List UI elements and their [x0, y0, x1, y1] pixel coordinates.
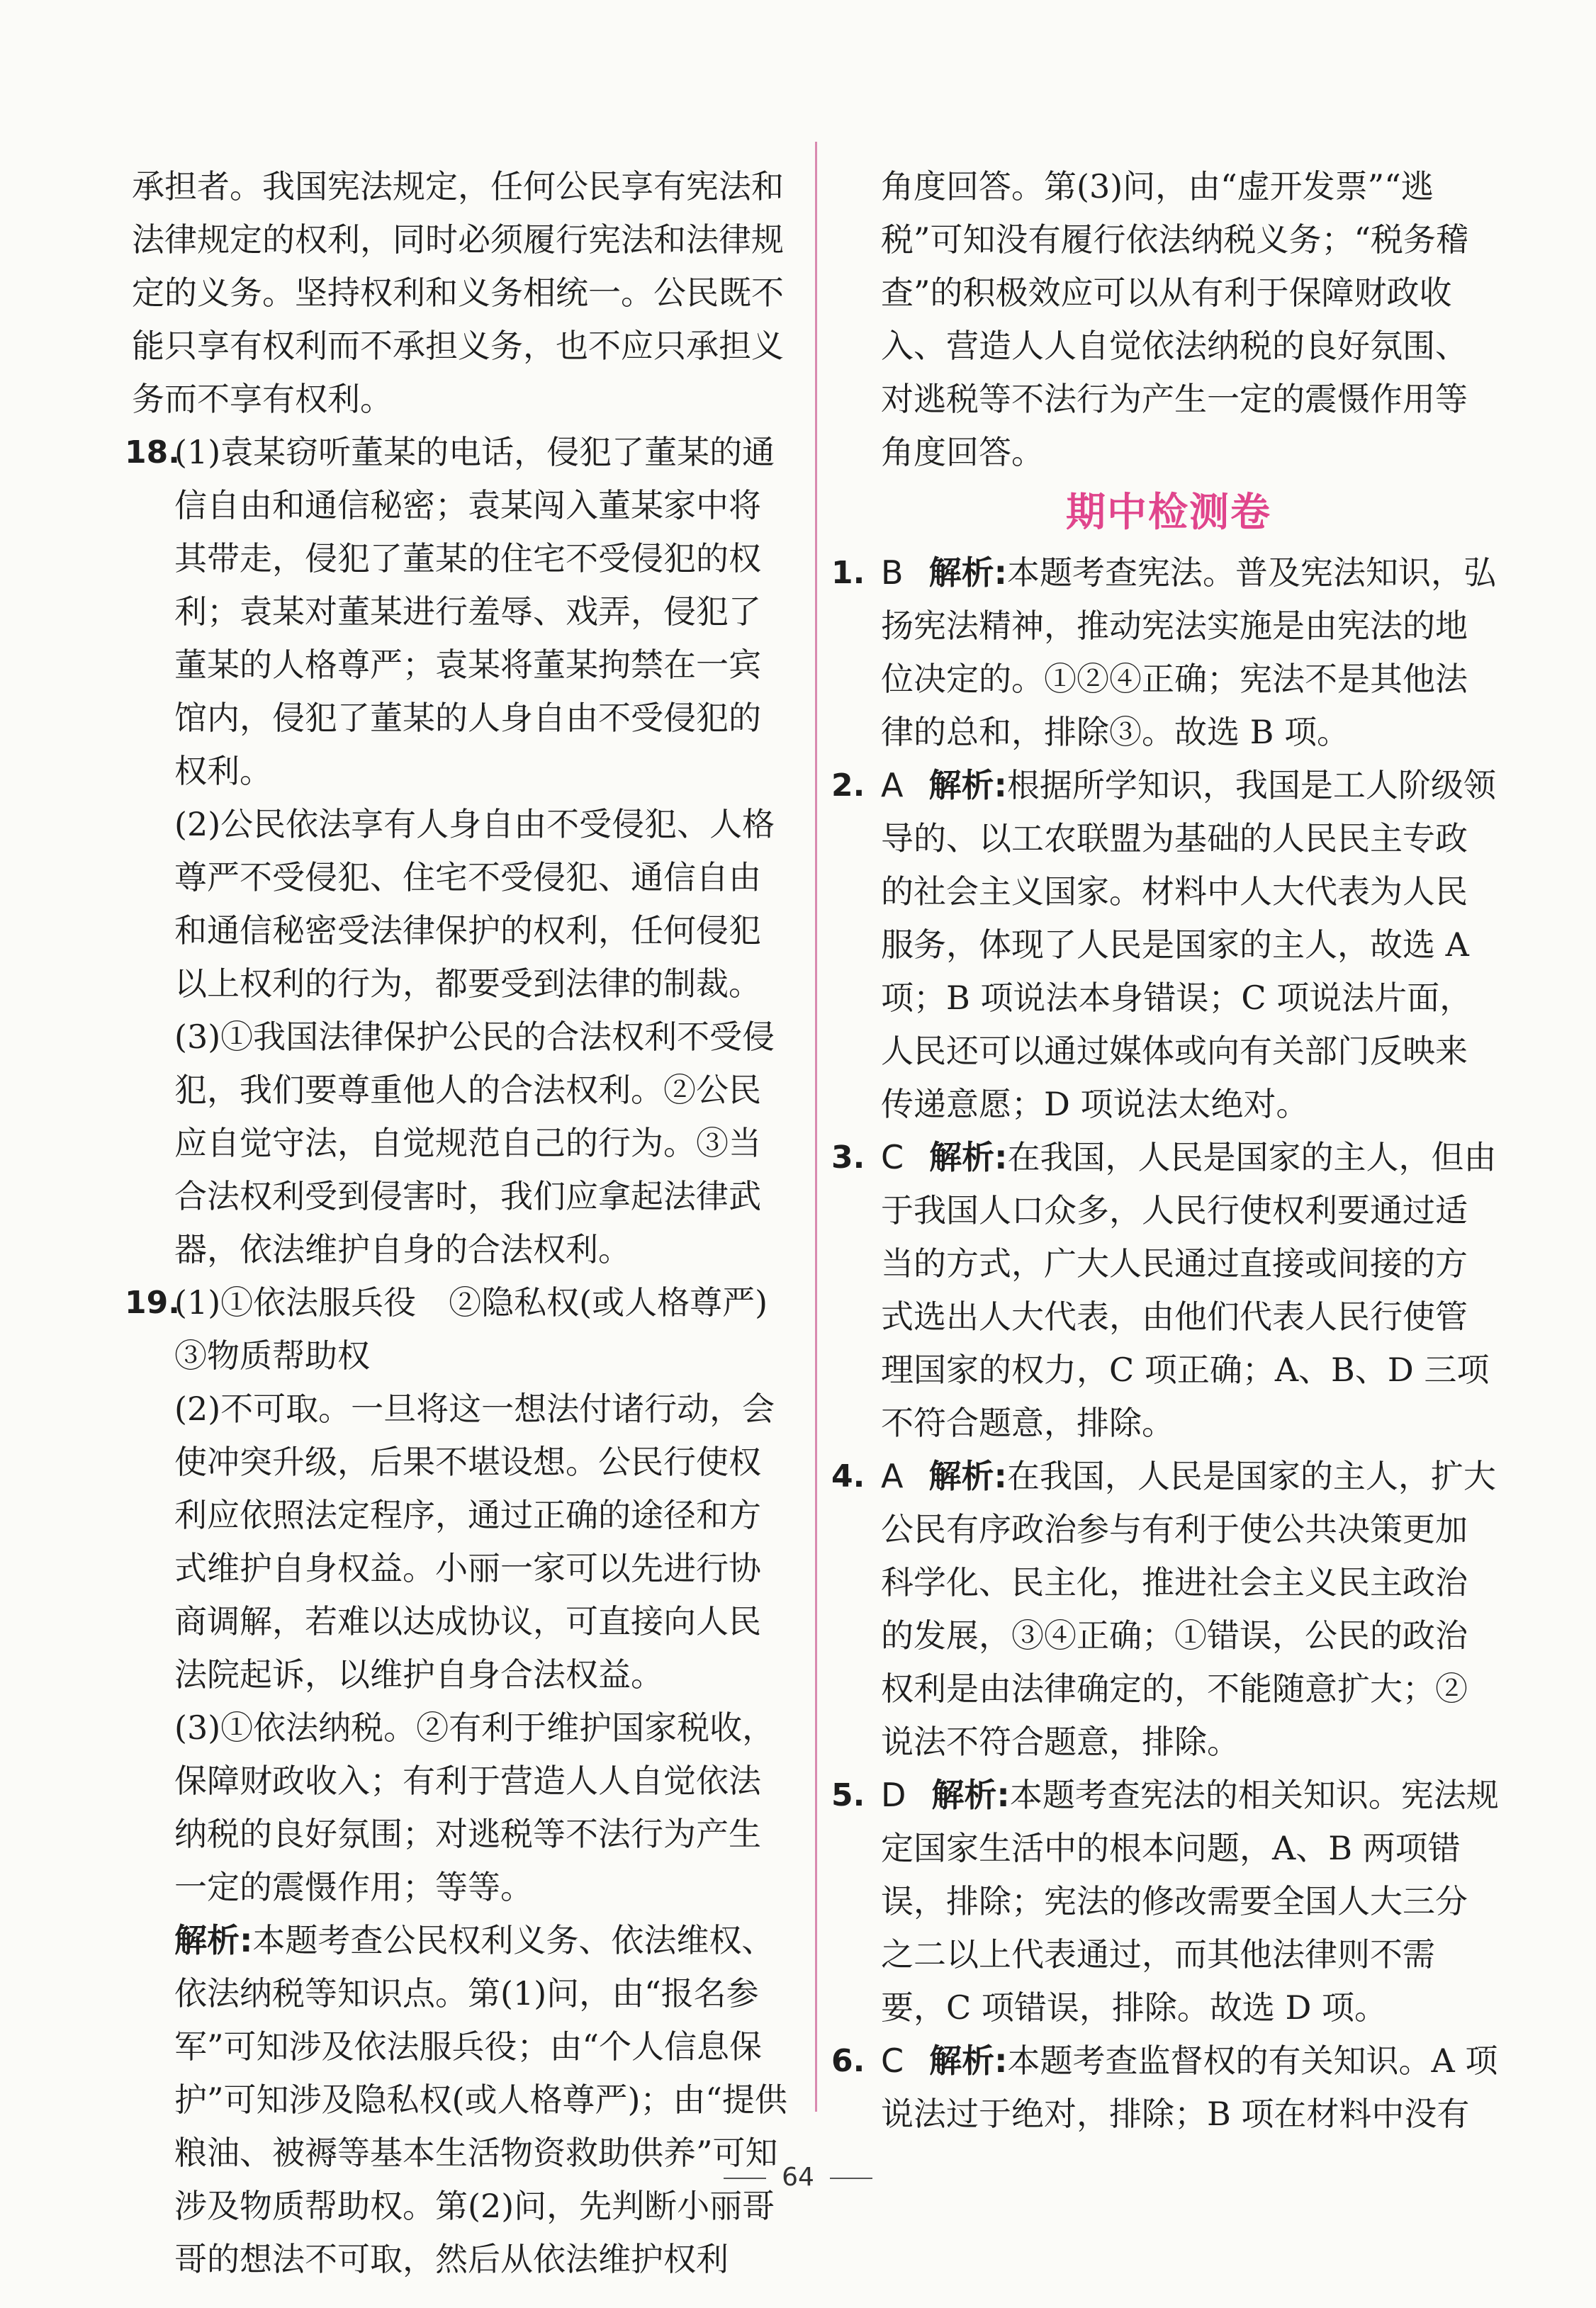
answer-paragraph: (3)①依法纳税。②有利于维护国家税收，保障财政收入；有利于营造人人自觉依法纳税的良好氛围；对逃税等不法行为产生一定的震慑作用；等等。	[174, 1709, 775, 1906]
analysis-label: 解析:	[931, 1776, 1010, 1814]
answer-item	[831, 2034, 1499, 2141]
analysis-label: 解析:	[174, 1921, 253, 1959]
item-number: 1.	[831, 555, 865, 591]
analysis-label: 解析:	[929, 2042, 1008, 2080]
analysis-text: 本题考查监督权的有关知识。A 项说法过于绝对，排除；B 项在材料中没有	[881, 2042, 1498, 2133]
choice-answer: A	[881, 1457, 904, 1495]
choice-answer: A	[881, 766, 904, 804]
answer-paragraph: (2)公民依法享有人身自由不受侵犯、人格尊严不受侵犯、住宅不受侵犯、通信自由和通信秘密受法律保护的权利，任何侵犯以上权利的行为，都要受到法律的制裁。	[174, 805, 775, 1003]
choice-answer: C	[881, 1138, 904, 1176]
analysis-text: 在我国，人民是国家的主人，扩大公民有序政治参与有利于使公共决策更加科学化、民主化，推进社会主义民主政治的发展，③④正确；①错误，公民的政治权利是由法律确定的，不能随意扩大；②说法不符合题意，排除。	[881, 1457, 1496, 1761]
item-paragraph	[881, 759, 1499, 1131]
answer-item	[831, 1450, 1499, 1769]
page-number: 64	[782, 2163, 814, 2192]
analysis-text: 本题考查宪法的相关知识。宪法规定国家生活中的根本问题，A、B 两项错误，排除；宪法的修改需要全国人大三分之二以上代表通过，而其他法律则不需要，C 项错误，排除。故选 D 项。	[881, 1776, 1499, 2027]
analysis-label: 解析:	[929, 1138, 1008, 1176]
analysis-label: 解析:	[928, 1457, 1007, 1495]
answer-paragraph: (1)袁某窃听董某的电话，侵犯了董某的通信自由和通信秘密；袁某闯入董某家中将其带走，侵犯了董某的住宅不受侵犯的权利；袁某对董某进行羞辱、戏弄，侵犯了董某的人格尊严；袁某将董某拘禁在一宾馆内，侵犯了董某的人身自由不受侵犯的权利。	[174, 433, 775, 790]
analysis-paragraph	[174, 1914, 791, 2286]
section-title: 期中检测卷	[1066, 490, 1271, 536]
item-number: 4.	[831, 1458, 865, 1494]
analysis-text: 在我国，人民是国家的主人，但由于我国人口众多，人民行使权利要通过适当的方式，广大人民通过直接或间接的方式选出人大代表，由他们代表人民行使管理国家的权力，C 项正确；A、B、D 三项不符合题意，排除。	[881, 1138, 1497, 1442]
answer-item	[831, 1131, 1499, 1450]
item-number: 5.	[831, 1777, 865, 1813]
item-paragraph	[881, 1769, 1499, 2034]
page-footer	[0, 2163, 1596, 2192]
column-divider	[815, 142, 817, 2112]
answer-item	[831, 1769, 1499, 2034]
item-number: 2.	[831, 767, 865, 804]
answer-list	[831, 546, 1499, 2141]
answer-item	[831, 546, 1499, 759]
answer-paragraph: (2)不可取。一旦将这一想法付诸行动，会使冲突升级，后果不堪设想。公民行使权利应依照法定程序，通过正确的途径和方式维护自身权益。小丽一家可以先进行协商调解，若难以达成协议，可直接向人民法院起诉，以维护自身合法权益。	[174, 1390, 775, 1694]
item-number: 6.	[831, 2043, 865, 2079]
analysis-text: 根据所学知识，我国是工人阶级领导的、以工农联盟为基础的人民民主专政的社会主义国家。材料中人大代表为人民服务，体现了人民是国家的主人，故选 A 项；B 项说法本身错误；C 项说法片面，人民还可以通过媒体或向有关部门反映来传递意愿；D 项说法太绝对。	[881, 766, 1496, 1123]
question-number: 18.	[125, 434, 180, 471]
question-number: 19.	[125, 1285, 180, 1321]
answer-paragraph: (1)①依法服兵役 ②隐私权(或人格尊严) ③物质帮助权	[174, 1283, 801, 1375]
footer-dash-left	[724, 2178, 766, 2179]
item-paragraph	[881, 546, 1499, 759]
item-paragraph	[881, 2034, 1499, 2141]
answer-paragraph: (3)①我国法律保护公民的合法权利不受侵犯，我们要尊重他人的合法权利。②公民应自觉守法，自觉规范自己的行为。③当合法权利受到侵害时，我们应拿起法律武器，依法维护自身的合法权利。	[174, 1018, 775, 1268]
intro-paragraph: 承担者。我国宪法规定，任何公民享有宪法和法律规定的权利，同时必须履行宪法和法律规定的义务。坚持权利和义务相统一。公民既不能只享有权利而不承担义务，也不应只承担义务而不享有权利。	[132, 167, 784, 418]
item-number: 3.	[831, 1139, 865, 1176]
choice-answer: D	[881, 1776, 906, 1814]
right-column	[831, 160, 1499, 2141]
continued-paragraph: 角度回答。第(3)问，由“虚开发票”“逃税”可知没有履行依法纳税义务；“税务稽查”的积极效应可以从有利于保障财政收入、营造人人自觉依法纳税的良好氛围、对逃税等不法行为产生一定的震慑作用等角度回答。	[881, 167, 1469, 471]
analysis-label: 解析:	[928, 766, 1007, 804]
analysis-text: 本题考查公民权利义务、依法维权、依法纳税等知识点。第(1)问，由“报名参军”可知涉及依法服兵役；由“个人信息保护”可知涉及隐私权(或人格尊严)；由“提供粮油、被褥等基本生活物资救助供养”可知涉及物质帮助权。第(2)问，先判断小丽哥哥的想法不可取，然后从依法维护权利	[174, 1921, 787, 2278]
item-paragraph	[881, 1131, 1499, 1450]
answer-item	[831, 759, 1499, 1131]
analysis-label: 解析:	[928, 553, 1007, 592]
question-18	[125, 426, 791, 1276]
footer-dash-right	[830, 2178, 872, 2179]
choice-answer: B	[881, 553, 904, 592]
analysis-text: 本题考查宪法。普及宪法知识，弘扬宪法精神，推动宪法实施是由宪法的地位决定的。①②④正确；宪法不是其他法律的总和，排除③。故选 B 项。	[881, 553, 1496, 751]
choice-answer: C	[881, 2042, 904, 2080]
item-paragraph	[881, 1450, 1499, 1769]
